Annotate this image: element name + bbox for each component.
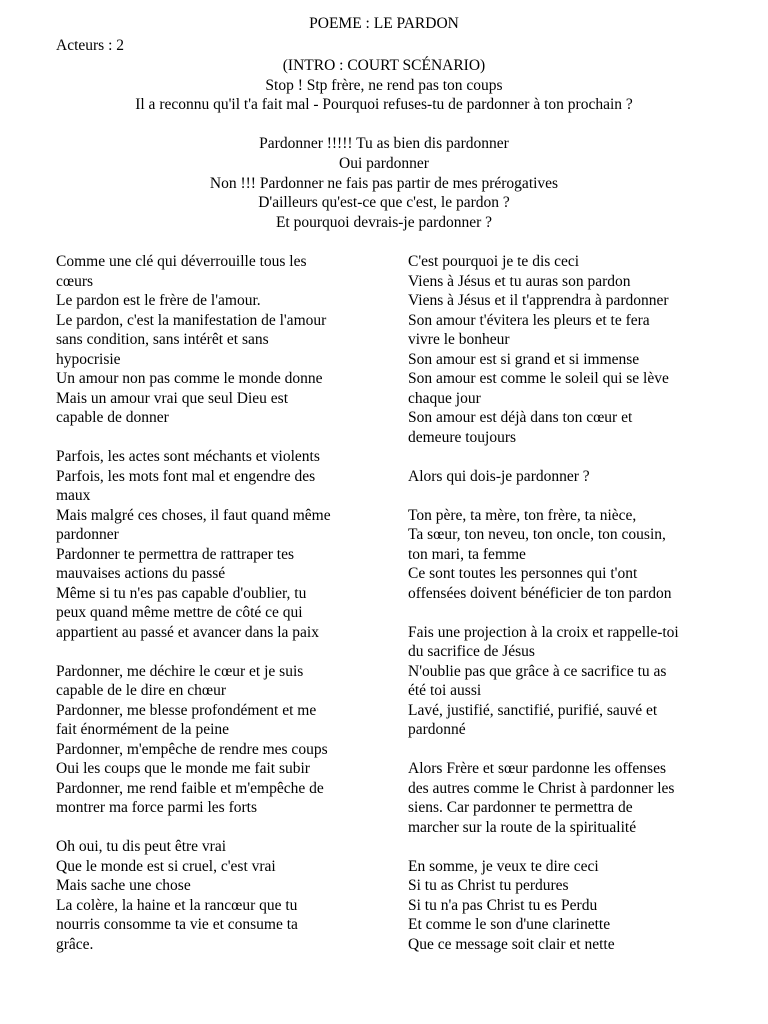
poem-line: grâce. [56,935,94,953]
poem-line: Mais malgré ces choses, il faut quand même [56,506,331,524]
poem-line: Ton père, ta mère, ton frère, ta nièce, [408,506,637,524]
poem-line: Alors Frère et sœur pardonne les offenses [408,760,666,777]
poem-line: Son amour est comme le soleil qui se lève [408,370,669,387]
poem-line: Oui les coups que le monde me fait subir [56,760,310,777]
poem-line: pardonné [408,721,466,738]
poem-line: La colère, la haine et la rancœur que tu [56,896,298,914]
poem-line: hypocrisie [56,350,121,368]
intro-line: Il a reconnu qu'il t'a fait mal - Pourquoi refuses-tu de pardonner à ton prochain ? [135,96,633,114]
poem-line: montrer ma force parmi les forts [56,799,257,816]
intro-section [0,56,768,232]
blank-line [56,818,376,838]
poem-line: Ta sœur, ton neveu, ton oncle, ton cousin, [408,526,666,543]
poem-line: Le pardon est le frère de l'amour. [56,292,261,309]
poem-line: Lavé, justifié, sanctifié, purifié, sauvé et [408,701,658,719]
poem-line: marcher sur la route de la spiritualité [408,818,637,836]
poem-line: Pardonner te permettra de rattraper tes [56,545,294,563]
poem-line: maux [56,487,91,504]
poem-line: Que ce message soit clair et nette [408,935,615,953]
poem-line: Même si tu n'es pas capable d'oublier, tu [56,584,307,602]
poem-line: appartient au passé et avancer dans la paix [56,623,319,641]
blank-line [408,740,730,760]
poem-line: sans condition, sans intérêt et sans [56,331,269,348]
blank-line [56,428,376,448]
blank-line [408,447,730,467]
poem-line: ton mari, ta femme [408,545,526,563]
poem-line: cœurs [56,272,94,290]
poem-line: Que le monde est si cruel, c'est vrai [56,857,276,875]
poem-line: Pardonner, m'empêche de rendre mes coups [56,740,328,758]
poem-line: Viens à Jésus et il t'apprendra à pardonner [408,292,669,309]
poem-line: demeure toujours [408,428,517,446]
poem-line: Son amour est déjà dans ton cœur et [408,409,633,426]
intro-line: Non !!! Pardonner ne fais pas partir de mes prérogatives [209,174,559,192]
actors-count: Acteurs : 2 [56,37,125,54]
intro-line: Pardonner !!!!! Tu as bien dis pardonner [259,135,509,153]
poem-line: Si tu as Christ tu perdures [408,877,569,894]
poem-line: Viens à Jésus et tu auras son pardon [408,272,631,290]
poem-line: offensées doivent bénéficier de ton pardon [408,584,672,602]
poem-line: Pardonner, me déchire le cœur et je suis [56,662,304,680]
poem-line: capable de le dire en chœur [56,682,226,699]
poem-line: Le pardon, c'est la manifestation de l'amour [56,311,327,329]
blank-line [408,603,730,623]
intro-line: D'ailleurs qu'est-ce que c'est, le pardon ? [258,194,510,212]
poem-line: Son amour t'évitera les pleurs et te fera [408,311,650,329]
poem-line: des autres comme le Christ à pardonner les [408,779,675,797]
poem-line: Si tu n'a pas Christ tu es Perdu [408,896,598,914]
intro-line: Et pourquoi devrais-je pardonner ? [275,213,493,231]
poem-line: Un amour non pas comme le monde donne [56,370,323,387]
left-column [56,252,376,954]
poem-line: nourris consomme ta vie et consume ta [56,916,298,933]
poem-line: Pardonner, me rend faible et m'empêche de [56,779,324,797]
poem-line: Parfois, les mots font mal et engendre des [56,467,316,485]
poem-line: Pardonner, me blesse profondément et me [56,701,317,719]
right-column [408,252,730,954]
poem-line: Fais une projection à la croix et rappelle-toi [408,623,679,641]
blank-line [408,837,730,857]
poem-line: Oh oui, tu dis peut être vrai [56,838,227,855]
poem-line: Mais sache une chose [56,877,191,894]
poem-line: été toi aussi [408,682,482,699]
poem-line: mauvaises actions du passé [56,565,226,582]
poem-line: vivre le bonheur [408,331,510,348]
poem-line: C'est pourquoi je te dis ceci [408,253,580,270]
intro-line: Stop ! Stp frère, ne rend pas ton coups [265,76,503,94]
poem-line: Parfois, les actes sont méchants et violents [56,448,320,465]
poem-line: siens. Car pardonner te permettra de [408,799,633,816]
intro-line: (INTRO : COURT SCÉNARIO) [282,57,486,74]
poem-line: capable de donner [56,409,169,426]
blank-line [56,642,376,662]
poem-line: Ce sont toutes les personnes qui t'ont [408,565,638,582]
poem-title: POEME : LE PARDON [309,15,459,32]
blank-line [408,486,730,506]
blank-line [0,115,768,135]
poem-line: chaque jour [408,389,481,407]
poem-line: En somme, je veux te dire ceci [408,857,599,875]
poem-line: peux quand même mettre de côté ce qui [56,604,303,621]
poem-line: Mais un amour vrai que seul Dieu est [56,389,289,407]
poem-line: Alors qui dois-je pardonner ? [408,467,590,485]
poem-line: Comme une clé qui déverrouille tous les [56,253,307,270]
poem-line: du sacrifice de Jésus [408,643,535,660]
intro-line: Oui pardonner [339,154,429,172]
poem-line: fait énormément de la peine [56,721,230,738]
poem-line: N'oublie pas que grâce à ce sacrifice tu as [408,662,667,680]
poem-line: Et comme le son d'une clarinette [408,916,611,933]
poem-line: pardonner [56,526,119,543]
poem-line: Son amour est si grand et si immense [408,350,640,368]
